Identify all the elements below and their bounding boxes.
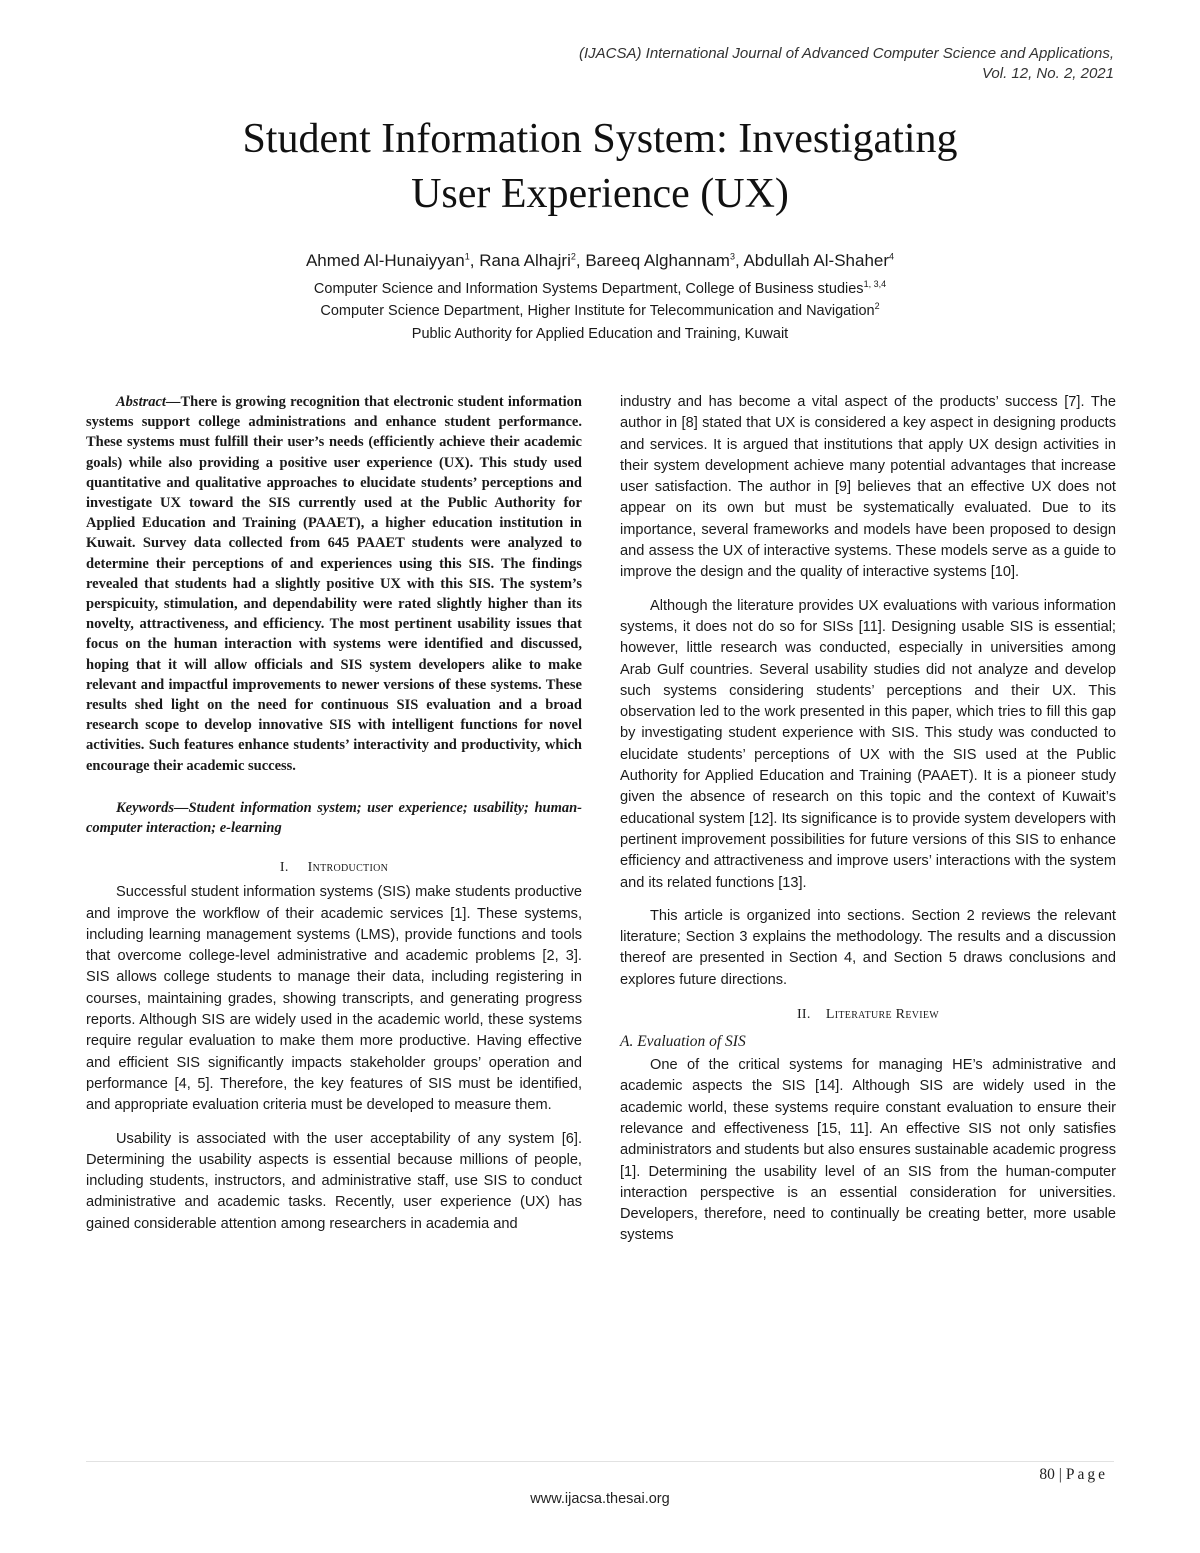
author-name: Rana Alhajri — [479, 251, 571, 270]
body-paragraph: Although the literature provides UX evaluations with various information systems, it does not do so for SISs [11]. Designing usable SIS is essential; however, little research was conducted, especially in universities among Arab Gulf countries. Several usability studies did not analyze and develop such systems considering students’ perceptions and their UX. This observation led to the work presented in this paper, which tries to fill this gap by investigating student experience with SIS. This study was conducted to elucidate students’ perceptions of UX with the SIS used at the Public Authority for Applied Education and Training (PAAET). It is a pioneer study given the absence of research on this topic and the context of Kuwait’s educational system [12]. Its significance is to provide system developers with pertinent improvement possibilities for future versions of this SIS to enhance efficiency and attractiveness and improve users’ interactions with the system and its related functions [13]. — [620, 597, 1116, 891]
author-affiliation-mark: 1 — [464, 251, 470, 262]
affiliation-text: Computer Science Department, Higher Institute for Telecommunication and Navigation — [320, 303, 875, 319]
affiliation-text: Public Authority for Applied Education and Training, Kuwait — [411, 326, 789, 342]
author-name: Bareeq Alghannam — [585, 251, 730, 270]
affiliation-1 — [100, 278, 1100, 300]
author-separator: , — [575, 251, 586, 270]
keywords: Keywords—Student information system; user experience; usability; human-computer interaction; e-learning — [86, 799, 582, 837]
title-line-2: User Experience (UX) — [411, 171, 789, 217]
section-title: Introduction — [307, 860, 389, 876]
abstract-text: There is growing recognition that electronic student information systems support college administrations and enhance student performance. These systems must fulfill their user’s needs (efficiently achieve their academic goals) while also providing a positive user experience (UX). This study used quantitative and qualitative approaches to elucidate students’ perceptions and investigate UX toward the SIS currently used at the Public Authority for Applied Education and Training (PAAET), a higher education institution in Kuwait. Survey data collected from 645 PAAET students were analyzed to determine their perceptions of and experiences using this SIS. The findings revealed that students had a slightly positive UX with this SIS. The system’s perspicuity, stimulation, and dependability were rated slightly higher than its novelty, attractiveness, and efficiency. The most pertinent usability issues that focus on the human interaction with systems were identified and discussed, hoping that it will allow officials and SIS system developers alike to make relevant and impactful improvements to newer versions of these systems. These results shed light on the need for continuous SIS evaluation and a broad research scope to develop innovative SIS with intelligent functions for novel activities. Such features enhance students’ interactivity and productivity, which encourage their academic success. — [86, 394, 582, 774]
body-paragraph: Successful student information systems (SIS) make students productive and improve the workflow of their academic services [1]. These systems, including learning management systems (LMS), provide functions and tools that overcome college-level administrative and academic problems [2, 3]. SIS allows college students to manage their data, including registering in courses, maintaining grades, showing transcripts, and generating progress reports. Although SIS are widely used in the academic world, these systems require regular evaluation to make them more productive. Having effective and efficient SIS significantly impacts stakeholder groups’ operation and performance [4, 5]. Therefore, the key features of SIS must be identified, and appropriate evaluation criteria must be developed to measure them. — [86, 884, 582, 1114]
footer-divider — [86, 1461, 1114, 1462]
abstract — [86, 392, 582, 776]
journal-header — [414, 44, 1114, 84]
author-affiliation-mark: 4 — [889, 251, 895, 262]
right-column — [620, 392, 1116, 1247]
section-number: I. — [279, 860, 289, 876]
abstract-lead: Abstract— — [116, 394, 181, 410]
section-heading-literature-review — [620, 1007, 1116, 1023]
author-name: Abdullah Al-Shaher — [743, 251, 890, 270]
section-heading-introduction — [86, 860, 582, 876]
affiliation-2 — [100, 300, 1100, 322]
title-line-1: Student Information System: Investigating — [242, 116, 958, 162]
page-label: Page — [1065, 1466, 1108, 1483]
author-name: Ahmed Al-Hunaiyyan — [305, 251, 465, 270]
journal-volume: Vol. 12, No. 2, 2021 — [981, 65, 1114, 82]
author-separator: , — [734, 251, 744, 270]
section-number: II. — [796, 1007, 811, 1023]
page-number-separator: | — [1058, 1466, 1062, 1483]
affiliation-3 — [100, 323, 1100, 345]
affiliation-mark: 2 — [874, 301, 880, 312]
author-list — [100, 249, 1100, 273]
body-paragraph: Usability is associated with the user acceptability of any system [6]. Determining the usability aspects is essential because millions of people, including students, instructors, and administrative staff, use SIS to conduct administrative and academic tasks. Recently, user experience (UX) has gained considerable attention among researchers in academia and — [86, 1130, 582, 1232]
footer-url: www.ijacsa.thesai.org — [530, 1491, 670, 1507]
section-title: Literature Review — [825, 1007, 940, 1023]
body-paragraph: industry and has become a vital aspect of the products’ success [7]. The author in [8] stated that UX is considered a key aspect in designing products and services. It is argued that institutions that apply UX design activities in their system development achieve many potential advantages that increase user satisfaction. The author in [9] believes that an effective UX does not appear on its own but must be systematically evaluated. Due to its importance, several frameworks and models have been proposed to design and assess the UX of interactive systems. These models serve as a guide to improve the design and the quality of interactive systems [10]. — [620, 394, 1116, 581]
author-separator: , — [469, 251, 480, 270]
body-paragraph: One of the critical systems for managing HE’s administrative and academic aspects the SIS [14]. Although SIS are widely used in the academic world, these systems require constant evaluation to ensure their relevance and effectiveness [15, 11]. An effective SIS not only satisfies administrators and students but also ensures sustainable academic progress [1]. Determining the usability level of an SIS from the human-computer interaction perspective is an essential consideration for universities. Developers, therefore, need to continually be creating better, more usable systems — [620, 1057, 1116, 1244]
affiliation-mark: 1, 3,4 — [863, 279, 887, 290]
author-affiliation-mark: 3 — [729, 251, 735, 262]
journal-name: (IJACSA) International Journal of Advanced Computer Science and Applications, — [578, 45, 1114, 62]
body-paragraph: This article is organized into sections. Section 2 reviews the relevant literature; Section 3 explains the methodology. The results and a discussion thereof are presented in Section 4, and Section 5 draws conclusions and explores future directions. — [620, 907, 1116, 988]
author-affiliation-mark: 2 — [570, 251, 576, 262]
page-number — [1039, 1466, 1108, 1484]
page-number-value: 80 — [1039, 1466, 1055, 1483]
left-column — [86, 392, 582, 1235]
affiliation-text: Computer Science and Information Systems Department, College of Business studies — [313, 281, 864, 297]
paper-title — [100, 112, 1100, 222]
subsection-heading: A. Evaluation of SIS — [620, 1033, 746, 1051]
